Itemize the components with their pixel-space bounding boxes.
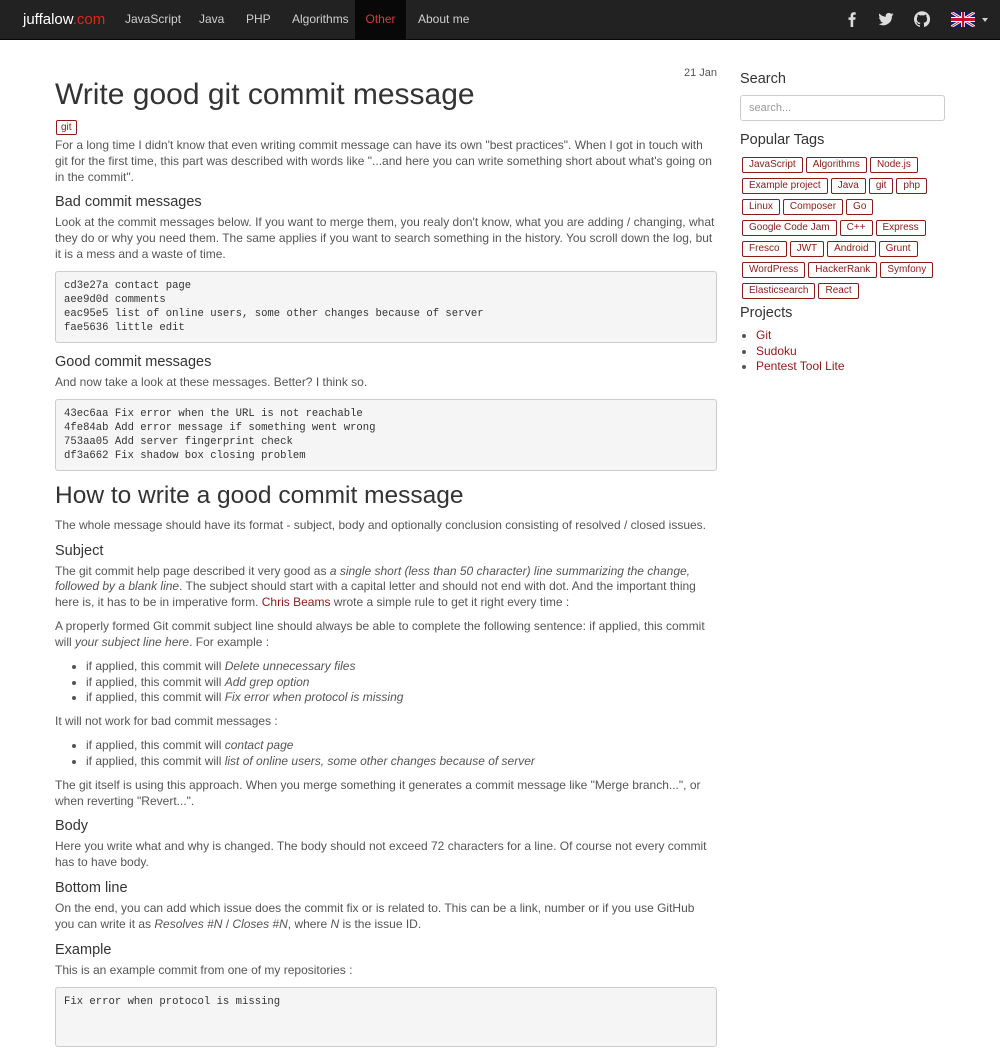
- nav-javascript[interactable]: JavaScript: [125, 12, 182, 26]
- page-title: Write good git commit message: [55, 78, 475, 111]
- brand-logo-link[interactable]: [23, 0, 105, 40]
- text-span: if applied, this commit will: [86, 753, 225, 768]
- tag-example-project[interactable]: Example project: [742, 178, 828, 194]
- text-span: if applied, this commit will: [86, 690, 225, 705]
- text-span: /: [222, 916, 233, 931]
- tag-symfony[interactable]: Symfony: [880, 262, 933, 278]
- github-icon[interactable]: [914, 11, 930, 27]
- example-em: Add grep option: [224, 674, 310, 689]
- closes-em: Closes #N: [232, 916, 288, 931]
- tag-android[interactable]: Android: [827, 241, 875, 257]
- projects-heading: Projects: [740, 305, 793, 321]
- nav-about-me[interactable]: About me: [418, 12, 470, 26]
- text-span: is the issue ID.: [339, 916, 422, 931]
- twitter-icon[interactable]: [878, 11, 894, 27]
- tag-linux[interactable]: Linux: [742, 199, 780, 215]
- section-heading-good: Good commit messages: [55, 353, 212, 370]
- good-paragraph: And now take a look at these messages. Better? I think so.: [55, 374, 368, 389]
- tag-express[interactable]: Express: [876, 220, 926, 236]
- good-examples-list: [55, 659, 717, 706]
- tag-cpp[interactable]: C++: [840, 220, 873, 236]
- tag-elasticsearch[interactable]: Elasticsearch: [742, 283, 815, 299]
- tag-jwt[interactable]: JWT: [790, 241, 825, 257]
- bottom-line-paragraph: [55, 901, 717, 933]
- nav-php[interactable]: PHP: [246, 12, 271, 26]
- text-span: . The subject should start with a capital letter and should not end with dot. And the important thing here is, it has to be in imperative form.: [55, 579, 696, 610]
- projects-list: [740, 328, 845, 375]
- brand-name: juffalow: [23, 11, 73, 28]
- list-item: [86, 754, 717, 770]
- list-item: [86, 659, 717, 675]
- post-date: 21 Jan: [683, 67, 717, 79]
- example-em: Fix error when protocol is missing: [224, 690, 404, 705]
- chris-beams-link[interactable]: Chris Beams: [261, 595, 331, 610]
- section-heading-bad: Bad commit messages: [55, 194, 202, 211]
- text-span: if applied, this commit will: [86, 658, 225, 673]
- brand-tld: .com: [72, 11, 106, 28]
- tag-wordpress[interactable]: WordPress: [742, 262, 805, 278]
- post-tag-git[interactable]: git: [56, 120, 77, 135]
- example-em: list of online users, some other changes because of server: [224, 753, 535, 768]
- text-span: , where: [287, 916, 331, 931]
- search-input[interactable]: [740, 95, 945, 121]
- top-navbar: [0, 0, 1000, 40]
- section-heading-how: How to write a good commit message: [55, 481, 464, 509]
- quote-em: a single short (less than 50 character) line summarizing the change, followed by a blank line: [55, 563, 690, 594]
- tag-composer[interactable]: Composer: [783, 199, 843, 215]
- list-item: [756, 344, 845, 360]
- bad-examples-list: [55, 738, 717, 770]
- text-span: wrote a simple rule to get it right every time :: [330, 595, 570, 610]
- quote-em: your subject line here: [75, 634, 190, 649]
- subject-paragraph-2: [55, 619, 717, 651]
- nav-algorithms[interactable]: Algorithms: [292, 12, 349, 26]
- code-block-example: Fix error when protocol is missing: [55, 987, 717, 1047]
- git-itself-paragraph: The git itself is using this approach. When you merge something it generates a commit message like "Merge branch...", or when reverting "Revert...".: [55, 777, 701, 808]
- section-heading-bottom-line: Bottom line: [55, 880, 128, 897]
- text-span: On the end, you can add which issue does the commit fix or is related to. This can be a link, number or if you use GitHub you can write it as: [55, 901, 695, 931]
- example-paragraph: This is an example commit from one of my repositories :: [55, 962, 353, 977]
- caret-down-icon[interactable]: [982, 18, 988, 22]
- popular-tags-heading: Popular Tags: [740, 132, 825, 148]
- code-block-bad: cd3e27a contact page aee9d0d comments eac95e5 list of online users, some other changes because of server fae5636 little edit: [55, 271, 717, 343]
- n-em: N: [330, 916, 340, 931]
- tag-grunt[interactable]: Grunt: [879, 241, 918, 257]
- tag-javascript[interactable]: JavaScript: [742, 157, 803, 173]
- tag-fresco[interactable]: Fresco: [742, 241, 787, 257]
- text-span: . For example :: [189, 634, 270, 649]
- how-paragraph: The whole message should have its format - subject, body and optionally conclusion consisting of resolved / closed issues.: [55, 517, 707, 532]
- project-link-git[interactable]: Git: [756, 328, 772, 342]
- subject-paragraph-1: [55, 564, 717, 611]
- example-em: contact page: [224, 738, 294, 753]
- tag-nodejs[interactable]: Node.js: [870, 157, 918, 173]
- text-span: if applied, this commit will: [86, 674, 225, 689]
- section-heading-body: Body: [55, 818, 89, 835]
- text-span: The git commit help page described it very good as: [55, 563, 330, 578]
- search-heading: Search: [740, 71, 786, 87]
- section-heading-subject: Subject: [55, 542, 104, 559]
- section-heading-example: Example: [55, 941, 112, 958]
- code-block-good: 43ec6aa Fix error when the URL is not reachable 4fe84ab Add error message if something went wrong 753aa05 Add server fingerprint check df3a662 Fix shadow box closing problem: [55, 399, 717, 471]
- article-body: [55, 138, 717, 1057]
- example-em: Delete unnecessary files: [224, 658, 356, 673]
- text-span: A properly formed Git commit subject line should always be able to complete the following sentence: if applied, this commit will: [55, 619, 705, 649]
- bad-paragraph: Look at the commit messages below. If you want to merge them, you realy don't know, what you are adding / changing, what they do or why you need them. The same applies if you want to search something in the history. You scroll down the log, but it is a mess and a waste of time.: [55, 215, 715, 262]
- tag-google-code-jam[interactable]: Google Code Jam: [742, 220, 837, 236]
- nav-other[interactable]: Other: [355, 0, 406, 40]
- tag-react[interactable]: React: [818, 283, 858, 299]
- text-span: if applied, this commit will: [86, 738, 225, 753]
- uk-flag-icon[interactable]: [951, 12, 975, 27]
- tag-algorithms[interactable]: Algorithms: [806, 157, 867, 173]
- project-link-sudoku[interactable]: Sudoku: [756, 343, 797, 358]
- list-item: [86, 690, 717, 706]
- tag-hackerrank[interactable]: HackerRank: [808, 262, 877, 278]
- resolves-em: Resolves #N: [154, 916, 223, 931]
- intro-paragraph: For a long time I didn't know that even writing commit message can have its own "best practices". When I got in touch with git for the first time, this part was described with words like "...and here you can write something short about what's going on in the commit".: [55, 138, 712, 184]
- tag-git[interactable]: git: [869, 178, 894, 194]
- popular-tags-list: [742, 157, 947, 304]
- list-item: [86, 675, 717, 691]
- facebook-icon[interactable]: [844, 11, 860, 27]
- tag-php[interactable]: php: [896, 178, 927, 194]
- tag-go[interactable]: Go: [846, 199, 873, 215]
- tag-java[interactable]: Java: [831, 178, 866, 194]
- project-link-pentest-tool-lite[interactable]: Pentest Tool Lite: [756, 359, 845, 373]
- list-item: [86, 738, 717, 754]
- not-work-paragraph: It will not work for bad commit messages :: [55, 714, 278, 729]
- body-paragraph: Here you write what and why is changed. The body should not exceed 72 characters for a line. Of course not every commit has to have body.: [55, 839, 707, 870]
- list-item: [756, 328, 845, 344]
- nav-java[interactable]: Java: [199, 12, 225, 26]
- list-item: [756, 359, 845, 375]
